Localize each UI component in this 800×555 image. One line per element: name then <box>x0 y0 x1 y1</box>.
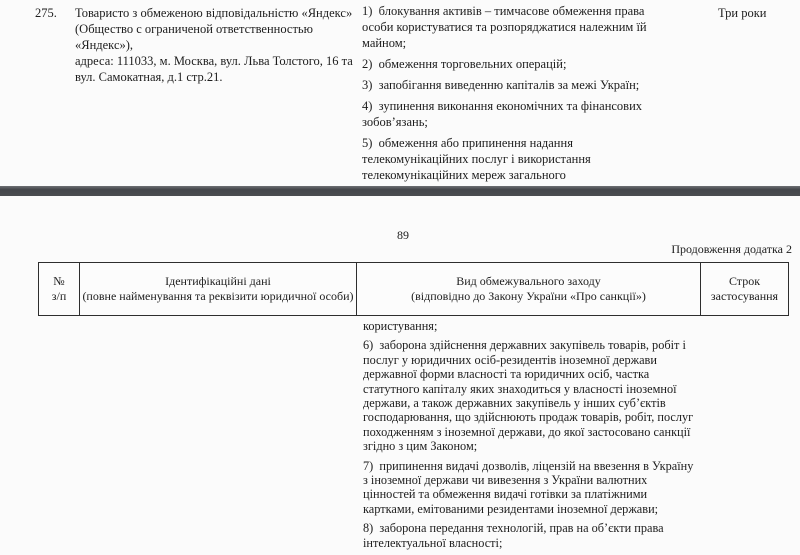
identity-line: адреса: 111033, м. Москва, вул. Льва Толстого, 16 та <box>75 54 353 68</box>
table-header <box>38 262 789 316</box>
sanction-measure-item: 4) зупинення виконання економічних та фінансових зобов’язань; <box>362 99 646 129</box>
identity-line: (Общество с ограниченой ответственностью <box>75 22 313 36</box>
header-cell-measure-type <box>356 263 700 315</box>
identity-line: вул. Самокатная, д.1 стр.21. <box>75 70 223 84</box>
header-cell-term <box>700 263 788 315</box>
header-line: з/п <box>51 289 67 303</box>
sanction-measure-item: 2) обмеження торговельних операцій; <box>362 57 567 71</box>
sanction-measures-continued <box>363 319 699 555</box>
header-cell-identification <box>79 263 356 315</box>
page-number: 89 <box>397 228 409 242</box>
sanction-measure-item: 8) заборона передання технологій, прав на об’єкти права інтелектуальної власності; <box>363 521 667 550</box>
sanction-measure-item: 6) заборона здійснення державних закупівель товарів, робіт і послуг у юридичних осіб-резидентів іноземної держави державної форми власності та юридичних осіб, частка статутного капіталу яких знаходиться у власності іноземної держави, а також державних закупівель у інших суб’єктів господарювання, що здійснюють продаж товарів, робіт, послуг походженням з іноземної держави, до якої застосовано санкції згідно з цим Законом; <box>363 338 697 454</box>
sanction-measure-item: 5) обмеження або припинення надання телекомунікаційних послуг і використання телекомунікаційних мереж загального <box>362 136 594 182</box>
header-line: застосування <box>710 289 779 303</box>
entry-number: 275. <box>35 6 57 20</box>
header-cell-number <box>39 263 79 315</box>
entity-identification <box>75 5 375 85</box>
page-separator-bar <box>0 186 800 196</box>
sanction-measure-item: 7) припинення видачі дозволів, ліцензій на ввезення в Україну з іноземної держави чи вивезення з України валютних цінностей та обмеження видачі готівки за платіжними картками, емітованими резидентами іноземної держави; <box>363 458 697 516</box>
header-line: Строк <box>728 273 761 288</box>
appendix-continuation-note: Продовження додатка 2 <box>671 242 792 256</box>
header-line: № <box>53 273 65 288</box>
sanction-measures-list <box>362 3 666 188</box>
sanction-term: Три роки <box>718 6 767 20</box>
sanction-measure-item: користування; <box>363 319 438 333</box>
header-line: (відповідно до Закону України «Про санкції») <box>411 289 646 303</box>
identity-line: «Яндекс»), <box>75 38 134 52</box>
header-line: (повне найменування та реквізити юридичної особи) <box>82 289 354 303</box>
header-line: Вид обмежувального заходу <box>456 273 601 288</box>
sanction-measure-item: 1) блокування активів – тимчасове обмеження права особи користуватися та розпоряджатися належним їй майном; <box>362 4 650 50</box>
identity-line: Товаристо з обмеженою відповідальністю «Яндекс» <box>75 6 353 20</box>
header-line: Ідентифікаційні дані <box>165 273 271 288</box>
sanction-measure-item: 3) запобігання виведенню капіталів за межі Україн; <box>362 78 640 92</box>
